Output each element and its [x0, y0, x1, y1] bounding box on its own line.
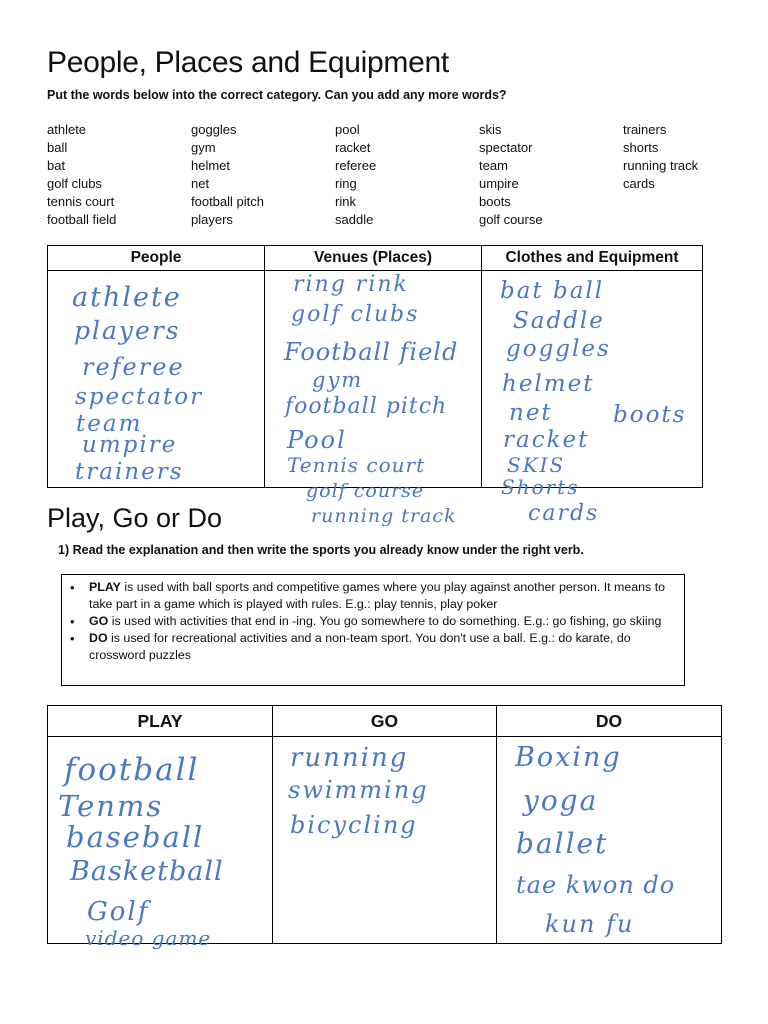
rule-item	[70, 630, 674, 664]
word-column-5	[623, 121, 698, 193]
header-go: GO	[273, 706, 497, 737]
handwritten-answer: Shorts	[501, 475, 580, 499]
word: umpire	[479, 176, 519, 191]
bullet: •	[70, 631, 75, 646]
word-bank	[47, 121, 747, 231]
handwritten-answer: racket	[503, 427, 590, 453]
word: pool	[335, 122, 360, 137]
word: gym	[191, 140, 216, 155]
word: golf course	[479, 212, 543, 227]
section2-title: Play, Go or Do	[47, 503, 223, 533]
word: rink	[335, 194, 356, 209]
handwritten-answer: gym	[312, 368, 364, 392]
handwritten-answer: tae kwon do	[516, 871, 676, 899]
section2-step: 1) Read the explanation and then write the sports you already know under the right verb.	[58, 543, 584, 557]
word: players	[191, 212, 233, 227]
header-people: People	[48, 246, 265, 271]
handwritten-answer: boots	[613, 402, 687, 428]
handwritten-answer: referee	[82, 353, 185, 381]
handwritten-answer: football pitch	[285, 394, 448, 419]
handwritten-answer: ballet	[516, 827, 609, 860]
rules-box	[61, 574, 685, 686]
handwritten-answer: golf course	[306, 480, 425, 502]
handwritten-answer: Basketball	[70, 856, 224, 887]
handwritten-answer: running	[290, 743, 409, 773]
handwritten-answer: trainers	[75, 459, 184, 485]
header-play: PLAY	[48, 706, 273, 737]
rule-verb: GO	[89, 614, 109, 628]
rule-text: is used for recreational activities and a non-team sport. You don't use a ball. E.g.: do karate, do crossword puzzles	[89, 631, 631, 662]
handwritten-answer: baseball	[66, 820, 205, 854]
word: saddle	[335, 212, 374, 227]
header-venues: Venues (Places)	[265, 246, 482, 271]
handwritten-answer: video game	[85, 926, 212, 950]
handwritten-answer: bat ball	[500, 278, 605, 304]
handwritten-answer: SKIS	[507, 453, 566, 477]
rule-text: is used with ball sports and competitive games where you play against another person. It means to take part in a game which is played with rules. E.g.: play tennis, play poker	[89, 580, 666, 611]
handwritten-answer: swimming	[288, 776, 429, 804]
handwritten-answer: helmet	[502, 371, 595, 397]
handwritten-answer: Pool	[287, 426, 347, 454]
word-column-4	[479, 121, 543, 229]
rule-item	[70, 613, 674, 630]
handwritten-answer: cards	[528, 501, 600, 526]
word: goggles	[191, 122, 237, 137]
rule-item	[70, 579, 674, 613]
word-column-3	[335, 121, 376, 229]
header-equipment: Clothes and Equipment	[482, 246, 703, 271]
word: ball	[47, 140, 68, 155]
bullet: •	[70, 580, 75, 595]
handwritten-answer: athlete	[72, 282, 182, 313]
handwritten-answer: goggles	[506, 336, 611, 362]
word: football pitch	[191, 194, 264, 209]
rule-verb: PLAY	[89, 580, 121, 594]
rule-verb: DO	[89, 631, 108, 645]
handwritten-answer: ring rink	[293, 272, 409, 297]
handwritten-answer: spectator	[75, 384, 204, 410]
word: running track	[623, 158, 699, 173]
rule-text: is used with activities that end in -ing. You go somewhere to do something. E.g.: go fishing, go skiing	[108, 614, 662, 628]
handwritten-answer: kun fu	[545, 910, 635, 938]
word: bat	[47, 158, 66, 173]
section1-instruction: Put the words below into the correct category. Can you add any more words?	[47, 88, 507, 102]
handwritten-answer: Boxing	[515, 742, 622, 773]
word: cards	[623, 176, 655, 191]
handwritten-answer: running track	[311, 505, 457, 527]
handwritten-answer: bicycling	[290, 811, 418, 839]
word: golf clubs	[47, 176, 102, 191]
handwritten-answer: Football field	[284, 338, 459, 366]
handwritten-answer: golf clubs	[291, 302, 420, 327]
word-column-1	[47, 121, 116, 229]
word: helmet	[191, 158, 231, 173]
handwritten-answer: Saddle	[513, 308, 605, 334]
word: athlete	[47, 122, 87, 137]
word: ring	[335, 176, 357, 191]
handwritten-answer: umpire	[82, 432, 178, 458]
handwritten-answer: players	[74, 316, 181, 345]
word: team	[479, 158, 508, 173]
word: boots	[479, 194, 511, 209]
handwritten-answer: Tenms	[58, 789, 164, 823]
word-column-2	[191, 121, 264, 229]
word: net	[191, 176, 210, 191]
word: racket	[335, 140, 371, 155]
word: shorts	[623, 140, 659, 155]
bullet: •	[70, 614, 75, 629]
handwritten-answer: Golf	[87, 897, 150, 927]
word: referee	[335, 158, 377, 173]
word: skis	[479, 122, 502, 137]
word: trainers	[623, 122, 667, 137]
handwritten-answer: net	[509, 400, 553, 426]
word: tennis court	[47, 194, 115, 209]
header-do: DO	[497, 706, 722, 737]
word: spectator	[479, 140, 533, 155]
handwritten-answer: team	[76, 411, 143, 437]
handwritten-answer: football	[64, 752, 200, 788]
section1-title: People, Places and Equipment	[47, 46, 449, 79]
handwritten-answer: Tennis court	[287, 453, 426, 477]
word: football field	[47, 212, 117, 227]
handwritten-answer: yoga	[523, 784, 599, 817]
